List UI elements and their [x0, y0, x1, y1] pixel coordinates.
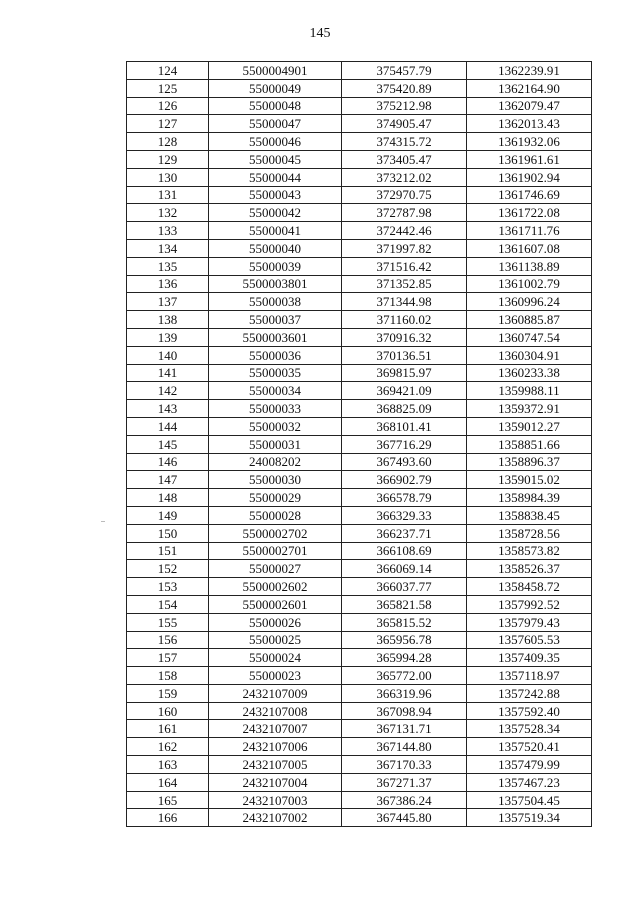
x-coordinate-cell: 367170.33 — [342, 756, 467, 774]
row-index-cell: 127 — [127, 115, 209, 133]
point-id-cell: 55000038 — [209, 293, 342, 311]
y-coordinate-cell: 1357520.41 — [467, 738, 592, 756]
row-index-cell: 125 — [127, 79, 209, 97]
row-index-cell: 138 — [127, 311, 209, 329]
table-row — [127, 702, 592, 720]
y-coordinate-cell: 1357605.53 — [467, 631, 592, 649]
point-id-cell: 55000039 — [209, 257, 342, 275]
y-coordinate-cell: 1358728.56 — [467, 524, 592, 542]
x-coordinate-cell: 368101.41 — [342, 417, 467, 435]
point-id-cell: 5500003801 — [209, 275, 342, 293]
y-coordinate-cell: 1360885.87 — [467, 311, 592, 329]
x-coordinate-cell: 366578.79 — [342, 489, 467, 507]
x-coordinate-cell: 365815.52 — [342, 613, 467, 631]
row-index-cell: 160 — [127, 702, 209, 720]
table-row — [127, 328, 592, 346]
x-coordinate-cell: 365956.78 — [342, 631, 467, 649]
x-coordinate-cell: 367716.29 — [342, 435, 467, 453]
y-coordinate-cell: 1357242.88 — [467, 684, 592, 702]
y-coordinate-cell: 1360996.24 — [467, 293, 592, 311]
point-id-cell: 55000043 — [209, 186, 342, 204]
y-coordinate-cell: 1361722.08 — [467, 204, 592, 222]
x-coordinate-cell: 367131.71 — [342, 720, 467, 738]
x-coordinate-cell: 373212.02 — [342, 168, 467, 186]
coordinates-table — [126, 61, 592, 827]
x-coordinate-cell: 365821.58 — [342, 595, 467, 613]
y-coordinate-cell: 1361711.76 — [467, 222, 592, 240]
table-row — [127, 186, 592, 204]
x-coordinate-cell: 366069.14 — [342, 560, 467, 578]
x-coordinate-cell: 369815.97 — [342, 364, 467, 382]
table-row — [127, 133, 592, 151]
x-coordinate-cell: 370136.51 — [342, 346, 467, 364]
row-index-cell: 128 — [127, 133, 209, 151]
point-id-cell: 2432107008 — [209, 702, 342, 720]
point-id-cell: 5500002702 — [209, 524, 342, 542]
table-row — [127, 257, 592, 275]
x-coordinate-cell: 367098.94 — [342, 702, 467, 720]
row-index-cell: 135 — [127, 257, 209, 275]
y-coordinate-cell: 1360233.38 — [467, 364, 592, 382]
y-coordinate-cell: 1358896.37 — [467, 453, 592, 471]
x-coordinate-cell: 366037.77 — [342, 578, 467, 596]
table-row — [127, 684, 592, 702]
point-id-cell: 5500002601 — [209, 595, 342, 613]
x-coordinate-cell: 365994.28 — [342, 649, 467, 667]
x-coordinate-cell: 374315.72 — [342, 133, 467, 151]
row-index-cell: 132 — [127, 204, 209, 222]
x-coordinate-cell: 372970.75 — [342, 186, 467, 204]
point-id-cell: 55000034 — [209, 382, 342, 400]
table-row — [127, 773, 592, 791]
y-coordinate-cell: 1362013.43 — [467, 115, 592, 133]
point-id-cell: 55000040 — [209, 239, 342, 257]
row-index-cell: 148 — [127, 489, 209, 507]
y-coordinate-cell: 1360747.54 — [467, 328, 592, 346]
row-index-cell: 131 — [127, 186, 209, 204]
x-coordinate-cell: 375420.89 — [342, 79, 467, 97]
table-row — [127, 667, 592, 685]
row-index-cell: 153 — [127, 578, 209, 596]
table-row — [127, 204, 592, 222]
x-coordinate-cell: 374905.47 — [342, 115, 467, 133]
y-coordinate-cell: 1357979.43 — [467, 613, 592, 631]
page-number: 145 — [309, 26, 331, 41]
row-index-cell: 146 — [127, 453, 209, 471]
point-id-cell: 55000025 — [209, 631, 342, 649]
table-row — [127, 62, 592, 80]
y-coordinate-cell: 1357528.34 — [467, 720, 592, 738]
x-coordinate-cell: 367144.80 — [342, 738, 467, 756]
row-index-cell: 142 — [127, 382, 209, 400]
row-index-cell: 136 — [127, 275, 209, 293]
y-coordinate-cell: 1357519.34 — [467, 809, 592, 827]
table-row — [127, 79, 592, 97]
row-index-cell: 166 — [127, 809, 209, 827]
point-id-cell: 55000047 — [209, 115, 342, 133]
point-id-cell: 55000044 — [209, 168, 342, 186]
point-id-cell: 55000027 — [209, 560, 342, 578]
point-id-cell: 55000035 — [209, 364, 342, 382]
y-coordinate-cell: 1357592.40 — [467, 702, 592, 720]
x-coordinate-cell: 371997.82 — [342, 239, 467, 257]
y-coordinate-cell: 1362164.90 — [467, 79, 592, 97]
y-coordinate-cell: 1359015.02 — [467, 471, 592, 489]
x-coordinate-cell: 372787.98 — [342, 204, 467, 222]
row-index-cell: 159 — [127, 684, 209, 702]
x-coordinate-cell: 369421.09 — [342, 382, 467, 400]
x-coordinate-cell: 366319.96 — [342, 684, 467, 702]
point-id-cell: 2432107004 — [209, 773, 342, 791]
y-coordinate-cell: 1361902.94 — [467, 168, 592, 186]
row-index-cell: 126 — [127, 97, 209, 115]
table-row — [127, 649, 592, 667]
x-coordinate-cell: 371160.02 — [342, 311, 467, 329]
table-row — [127, 364, 592, 382]
y-coordinate-cell: 1361607.08 — [467, 239, 592, 257]
row-index-cell: 141 — [127, 364, 209, 382]
y-coordinate-cell: 1358526.37 — [467, 560, 592, 578]
table-row — [127, 613, 592, 631]
y-coordinate-cell: 1357479.99 — [467, 756, 592, 774]
row-index-cell: 161 — [127, 720, 209, 738]
x-coordinate-cell: 365772.00 — [342, 667, 467, 685]
point-id-cell: 55000048 — [209, 97, 342, 115]
table-row — [127, 311, 592, 329]
table-row — [127, 222, 592, 240]
point-id-cell: 5500002602 — [209, 578, 342, 596]
row-index-cell: 137 — [127, 293, 209, 311]
point-id-cell: 5500002701 — [209, 542, 342, 560]
row-index-cell: 155 — [127, 613, 209, 631]
row-index-cell: 134 — [127, 239, 209, 257]
point-id-cell: 2432107002 — [209, 809, 342, 827]
row-index-cell: 149 — [127, 506, 209, 524]
x-coordinate-cell: 366108.69 — [342, 542, 467, 560]
table-row — [127, 756, 592, 774]
row-index-cell: 150 — [127, 524, 209, 542]
point-id-cell: 2432107003 — [209, 791, 342, 809]
x-coordinate-cell: 371344.98 — [342, 293, 467, 311]
point-id-cell: 55000041 — [209, 222, 342, 240]
table-row — [127, 809, 592, 827]
point-id-cell: 55000028 — [209, 506, 342, 524]
y-coordinate-cell: 1359012.27 — [467, 417, 592, 435]
row-index-cell: 139 — [127, 328, 209, 346]
table-row — [127, 631, 592, 649]
point-id-cell: 55000024 — [209, 649, 342, 667]
y-coordinate-cell: 1357467.23 — [467, 773, 592, 791]
x-coordinate-cell: 366237.71 — [342, 524, 467, 542]
x-coordinate-cell: 367386.24 — [342, 791, 467, 809]
y-coordinate-cell: 1357504.45 — [467, 791, 592, 809]
table-row — [127, 524, 592, 542]
table-row — [127, 542, 592, 560]
y-coordinate-cell: 1359372.91 — [467, 400, 592, 418]
point-id-cell: 2432107006 — [209, 738, 342, 756]
row-index-cell: 158 — [127, 667, 209, 685]
table-row — [127, 489, 592, 507]
table-row — [127, 595, 592, 613]
row-index-cell: 163 — [127, 756, 209, 774]
point-id-cell: 55000046 — [209, 133, 342, 151]
row-index-cell: 154 — [127, 595, 209, 613]
row-index-cell: 130 — [127, 168, 209, 186]
table-row — [127, 720, 592, 738]
table-row — [127, 738, 592, 756]
point-id-cell: 55000042 — [209, 204, 342, 222]
y-coordinate-cell: 1358851.66 — [467, 435, 592, 453]
x-coordinate-cell: 367445.80 — [342, 809, 467, 827]
x-coordinate-cell: 366329.33 — [342, 506, 467, 524]
row-index-cell: 151 — [127, 542, 209, 560]
table-row — [127, 417, 592, 435]
table-row — [127, 791, 592, 809]
table-row — [127, 471, 592, 489]
y-coordinate-cell: 1358458.72 — [467, 578, 592, 596]
point-id-cell: 55000033 — [209, 400, 342, 418]
row-index-cell: 144 — [127, 417, 209, 435]
table-row — [127, 239, 592, 257]
x-coordinate-cell: 367493.60 — [342, 453, 467, 471]
table-row — [127, 346, 592, 364]
point-id-cell: 55000026 — [209, 613, 342, 631]
y-coordinate-cell: 1360304.91 — [467, 346, 592, 364]
row-index-cell: 124 — [127, 62, 209, 80]
row-index-cell: 164 — [127, 773, 209, 791]
table-row — [127, 168, 592, 186]
table-row — [127, 97, 592, 115]
table-row — [127, 150, 592, 168]
x-coordinate-cell: 371516.42 — [342, 257, 467, 275]
y-coordinate-cell: 1358838.45 — [467, 506, 592, 524]
table-row — [127, 578, 592, 596]
x-coordinate-cell: 373405.47 — [342, 150, 467, 168]
row-index-cell: 140 — [127, 346, 209, 364]
row-index-cell: 143 — [127, 400, 209, 418]
y-coordinate-cell: 1361138.89 — [467, 257, 592, 275]
row-index-cell: 129 — [127, 150, 209, 168]
point-id-cell: 55000045 — [209, 150, 342, 168]
point-id-cell: 2432107007 — [209, 720, 342, 738]
y-coordinate-cell: 1358984.39 — [467, 489, 592, 507]
row-index-cell: 145 — [127, 435, 209, 453]
table-row — [127, 400, 592, 418]
row-index-cell: 133 — [127, 222, 209, 240]
point-id-cell: 55000030 — [209, 471, 342, 489]
x-coordinate-cell: 375457.79 — [342, 62, 467, 80]
point-id-cell: 55000037 — [209, 311, 342, 329]
point-id-cell: 2432107005 — [209, 756, 342, 774]
point-id-cell: 55000023 — [209, 667, 342, 685]
y-coordinate-cell: 1361932.06 — [467, 133, 592, 151]
y-coordinate-cell: 1361746.69 — [467, 186, 592, 204]
x-coordinate-cell: 371352.85 — [342, 275, 467, 293]
point-id-cell: 5500003601 — [209, 328, 342, 346]
y-coordinate-cell: 1358573.82 — [467, 542, 592, 560]
y-coordinate-cell: 1359988.11 — [467, 382, 592, 400]
table-row — [127, 115, 592, 133]
row-index-cell: 157 — [127, 649, 209, 667]
y-coordinate-cell: 1361961.61 — [467, 150, 592, 168]
row-index-cell: 165 — [127, 791, 209, 809]
row-index-cell: 152 — [127, 560, 209, 578]
table-row — [127, 435, 592, 453]
table-row — [127, 560, 592, 578]
point-id-cell: 55000036 — [209, 346, 342, 364]
y-coordinate-cell: 1357118.97 — [467, 667, 592, 685]
x-coordinate-cell: 370916.32 — [342, 328, 467, 346]
y-coordinate-cell: 1361002.79 — [467, 275, 592, 293]
table-row — [127, 382, 592, 400]
row-index-cell: 156 — [127, 631, 209, 649]
x-coordinate-cell: 366902.79 — [342, 471, 467, 489]
y-coordinate-cell: 1357992.52 — [467, 595, 592, 613]
table-row — [127, 293, 592, 311]
point-id-cell: 55000031 — [209, 435, 342, 453]
x-coordinate-cell: 375212.98 — [342, 97, 467, 115]
y-coordinate-cell: 1362239.91 — [467, 62, 592, 80]
table-row — [127, 453, 592, 471]
x-coordinate-cell: 372442.46 — [342, 222, 467, 240]
row-index-cell: 147 — [127, 471, 209, 489]
coordinates-table-body — [127, 62, 592, 827]
y-coordinate-cell: 1357409.35 — [467, 649, 592, 667]
table-row — [127, 275, 592, 293]
x-coordinate-cell: 368825.09 — [342, 400, 467, 418]
point-id-cell: 55000032 — [209, 417, 342, 435]
point-id-cell: 2432107009 — [209, 684, 342, 702]
y-coordinate-cell: 1362079.47 — [467, 97, 592, 115]
scan-speck — [101, 521, 105, 522]
point-id-cell: 55000029 — [209, 489, 342, 507]
row-index-cell: 162 — [127, 738, 209, 756]
point-id-cell: 5500004901 — [209, 62, 342, 80]
table-row — [127, 506, 592, 524]
point-id-cell: 24008202 — [209, 453, 342, 471]
x-coordinate-cell: 367271.37 — [342, 773, 467, 791]
point-id-cell: 55000049 — [209, 79, 342, 97]
